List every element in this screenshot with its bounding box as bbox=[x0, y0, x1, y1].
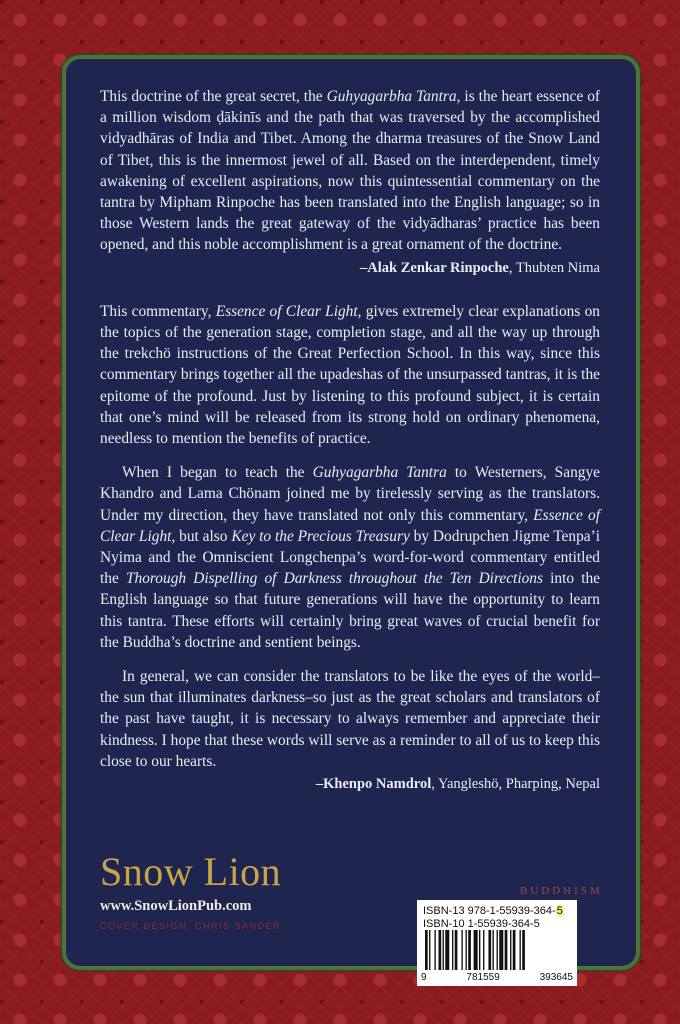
category-label: BUDDHISM bbox=[520, 885, 603, 897]
paragraph-2: This commentary, Essence of Clear Light, gives extremely clear explanations on the topics of the generation stage, completion stage, and all the way up through the trekchö instructions of the Great Perfection School. In this way, since this commentary brings together all the upadeshas of the unsurpassed tantras, it is the epitome of the profound. Just by listening to this profound subject, it is certain that one’s mind will be released from its strong hold on ordinary phenomena, needless to mention the benefits of practice. bbox=[100, 302, 600, 448]
attribution-2: –Khenpo Namdrol, Yangleshö, Pharping, Nepal bbox=[315, 776, 600, 793]
paragraph-1: This doctrine of the great secret, the Guhyagarbha Tantra, is the heart essence of a million wisdom ḍākinīs and the path that was traversed by the accomplished vidyadhāras of India and Tibet. Among the dharma treasures of the Snow Land of Tibet, this is the innermost jewel of all. Based on the interdependent, timely awakening of excellent aspirations, now this quintessential commentary on the tantra by Mipham Rinpoche has been translated into the English language; so in those Western lands the great gateway of the vidyādharas’ practice has been opened, and this noble accomplishment is a great ornament of the doctrine. bbox=[100, 88, 601, 254]
publisher-logo: Snow Lion bbox=[100, 849, 282, 894]
publisher-url: www.SnowLionPub.com bbox=[100, 898, 252, 914]
paragraph-3: When I began to teach the Guhyagarbha Tantra to Westerners, Sangye Khandro and Lama Chönam joined me by tirelessly serving as the translators. Under my direction, they have translated not only this commentary, Essence of Clear Light, but also Key to the Precious Treasury by Dodrupchen Jigme Tenpa’i Nyima and the Omniscient Longchenpa’s word-for-word commentary entitled the Thorough Dispelling of Darkness throughout the Ten Directions into the English language so that future generations will have the opportunity to learn this tantra. These efforts will certainly bring great waves of crucial benefit for the Buddha’s doctrine and sentient beings. bbox=[100, 464, 601, 651]
barcode-digits: 9 781559 393645 bbox=[421, 972, 573, 983]
attribution-1: –Alak Zenkar Rinpoche, Thubten Nima bbox=[360, 259, 600, 276]
cover-credit: COVER DESIGN: CHRIS SANDER bbox=[100, 921, 282, 931]
back-cover-text bbox=[100, 86, 600, 817]
barcode-icon bbox=[423, 930, 571, 970]
isbn-13: ISBN-13 978-1-55939-364-5 bbox=[423, 905, 563, 917]
barcode-label bbox=[417, 900, 577, 986]
publisher-block bbox=[100, 849, 282, 931]
paragraph-4: In general, we can consider the translators to be like the eyes of the world–the sun that illuminates darkness–so just as the great scholars and translators of the past have taught, it is necessary to always remember and appreciate their kindness. I hope that these words will serve as a reminder to all of us to keep this close to our hearts. bbox=[100, 668, 600, 770]
isbn-10: ISBN-10 1-55939-364-5 bbox=[423, 918, 540, 930]
